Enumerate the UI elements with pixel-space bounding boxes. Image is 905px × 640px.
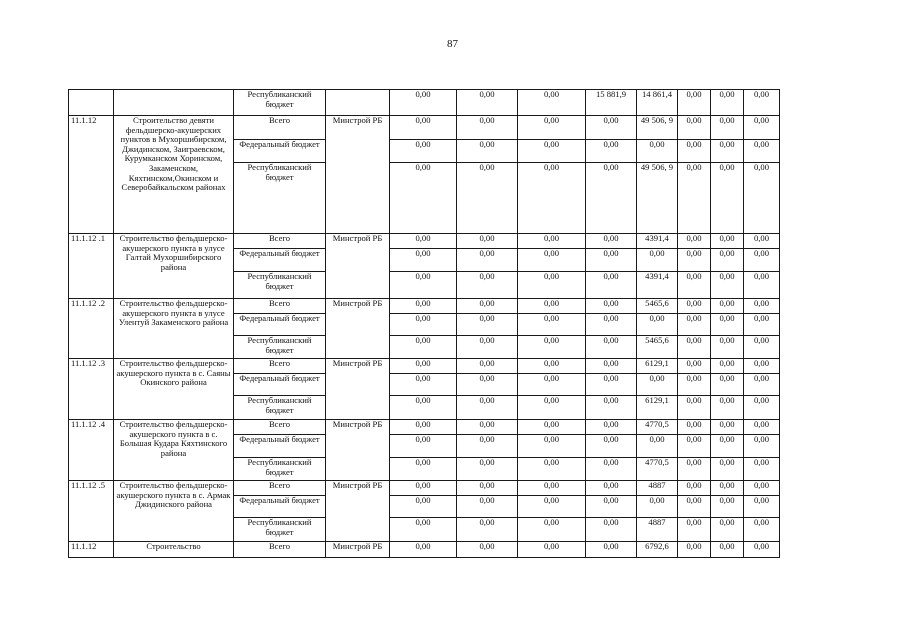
- item-code-cell: 11.1.12 .5: [69, 481, 114, 542]
- amount-cell: 0,00: [586, 116, 637, 140]
- funding-source-cell: Республиканский бюджет: [234, 90, 326, 116]
- item-code-cell: 11.1.12 .4: [69, 420, 114, 481]
- amount-cell: 0,00: [744, 314, 780, 336]
- amount-cell: 0,00: [518, 234, 586, 249]
- amount-cell: 0,00: [678, 314, 711, 336]
- amount-cell: 0,00: [678, 90, 711, 116]
- amount-cell: 0,00: [518, 458, 586, 481]
- item-code-cell: [69, 90, 114, 116]
- amount-cell: 0,00: [518, 481, 586, 496]
- amount-cell: 0,00: [744, 496, 780, 518]
- amount-cell: 0,00: [457, 299, 518, 314]
- table-row: [69, 359, 780, 374]
- funding-source-cell: Республиканский бюджет: [234, 336, 326, 359]
- amount-cell: 0,00: [457, 140, 518, 163]
- amount-cell: 0,00: [711, 518, 744, 542]
- amount-cell: 0,00: [586, 518, 637, 542]
- amount-cell: 0,00: [390, 299, 457, 314]
- amount-cell: 0,00: [518, 496, 586, 518]
- amount-cell: 0,00: [457, 359, 518, 374]
- amount-cell: 0,00: [390, 481, 457, 496]
- amount-cell: 0,00: [678, 299, 711, 314]
- amount-cell: 0,00: [711, 374, 744, 396]
- amount-cell: 0,00: [518, 299, 586, 314]
- amount-cell: 0,00: [390, 249, 457, 272]
- amount-cell: 4887: [637, 481, 678, 496]
- amount-cell: 0,00: [457, 336, 518, 359]
- amount-cell: 0,00: [390, 542, 457, 558]
- amount-cell: 0,00: [711, 116, 744, 140]
- amount-cell: 0,00: [678, 420, 711, 435]
- item-code-cell: 11.1.12 .1: [69, 234, 114, 299]
- amount-cell: 0,00: [457, 458, 518, 481]
- amount-cell: 0,00: [518, 336, 586, 359]
- amount-cell: 0,00: [586, 163, 637, 234]
- amount-cell: 0,00: [637, 140, 678, 163]
- amount-cell: 0,00: [744, 518, 780, 542]
- amount-cell: 0,00: [711, 435, 744, 458]
- amount-cell: 0,00: [637, 435, 678, 458]
- amount-cell: 0,00: [744, 336, 780, 359]
- amount-cell: 0,00: [711, 542, 744, 558]
- amount-cell: 0,00: [711, 458, 744, 481]
- amount-cell: 0,00: [744, 374, 780, 396]
- amount-cell: 0,00: [457, 496, 518, 518]
- amount-cell: 5465,6: [637, 299, 678, 314]
- amount-cell: 0,00: [586, 140, 637, 163]
- amount-cell: 0,00: [678, 234, 711, 249]
- amount-cell: 0,00: [711, 336, 744, 359]
- amount-cell: 0,00: [637, 374, 678, 396]
- amount-cell: 0,00: [457, 435, 518, 458]
- funding-source-cell: Федеральный бюджет: [234, 435, 326, 458]
- item-name-cell: Строительство фельдшерско-акушерского пункта в с. Большая Кудара Кяхтинского района: [114, 420, 234, 481]
- amount-cell: 0,00: [744, 481, 780, 496]
- amount-cell: 4391,4: [637, 272, 678, 299]
- item-code-cell: 11.1.12 .3: [69, 359, 114, 420]
- amount-cell: 6129,1: [637, 359, 678, 374]
- executor-cell: Минстрой РБ: [326, 234, 390, 299]
- amount-cell: 0,00: [390, 420, 457, 435]
- amount-cell: 0,00: [390, 336, 457, 359]
- amount-cell: 0,00: [518, 420, 586, 435]
- amount-cell: 0,00: [744, 458, 780, 481]
- item-code-cell: 11.1.12: [69, 116, 114, 234]
- table-body: [69, 90, 780, 558]
- amount-cell: 0,00: [390, 359, 457, 374]
- amount-cell: 0,00: [518, 314, 586, 336]
- amount-cell: 14 861,4: [637, 90, 678, 116]
- funding-source-cell: Всего: [234, 116, 326, 140]
- amount-cell: 0,00: [586, 272, 637, 299]
- amount-cell: 0,00: [518, 359, 586, 374]
- amount-cell: 0,00: [457, 116, 518, 140]
- amount-cell: 0,00: [586, 314, 637, 336]
- amount-cell: 0,00: [390, 496, 457, 518]
- amount-cell: 0,00: [711, 314, 744, 336]
- funding-source-cell: Всего: [234, 542, 326, 558]
- amount-cell: 0,00: [637, 496, 678, 518]
- amount-cell: 0,00: [457, 396, 518, 420]
- amount-cell: 0,00: [586, 458, 637, 481]
- amount-cell: 0,00: [678, 481, 711, 496]
- amount-cell: 0,00: [678, 116, 711, 140]
- amount-cell: 0,00: [744, 116, 780, 140]
- amount-cell: 0,00: [457, 374, 518, 396]
- amount-cell: 0,00: [678, 359, 711, 374]
- item-name-cell: Строительство фельдшерско-акушерского пункта в улусе Улентуй Закаменского района: [114, 299, 234, 359]
- amount-cell: 0,00: [678, 435, 711, 458]
- amount-cell: 0,00: [586, 496, 637, 518]
- amount-cell: 0,00: [457, 518, 518, 542]
- amount-cell: 0,00: [586, 481, 637, 496]
- amount-cell: 0,00: [711, 140, 744, 163]
- table-row: [69, 481, 780, 496]
- amount-cell: 0,00: [586, 299, 637, 314]
- funding-source-cell: Всего: [234, 359, 326, 374]
- amount-cell: 15 881,9: [586, 90, 637, 116]
- amount-cell: 0,00: [390, 374, 457, 396]
- amount-cell: 0,00: [744, 249, 780, 272]
- amount-cell: 0,00: [711, 420, 744, 435]
- table-row: [69, 90, 780, 116]
- funding-source-cell: Всего: [234, 234, 326, 249]
- amount-cell: 0,00: [518, 396, 586, 420]
- amount-cell: 0,00: [678, 374, 711, 396]
- executor-cell: Минстрой РБ: [326, 359, 390, 420]
- amount-cell: 0,00: [711, 163, 744, 234]
- amount-cell: 4770,5: [637, 458, 678, 481]
- amount-cell: 0,00: [518, 116, 586, 140]
- amount-cell: 0,00: [711, 396, 744, 420]
- executor-cell: Минстрой РБ: [326, 299, 390, 359]
- amount-cell: 0,00: [518, 249, 586, 272]
- amount-cell: 0,00: [457, 542, 518, 558]
- item-code-cell: 11.1.12 .2: [69, 299, 114, 359]
- item-name-cell: Строительство фельдшерско-акушерского пункта в улусе Галтай Мухоршибирского района: [114, 234, 234, 299]
- amount-cell: 0,00: [390, 396, 457, 420]
- amount-cell: 0,00: [390, 116, 457, 140]
- amount-cell: 0,00: [518, 272, 586, 299]
- amount-cell: 0,00: [744, 420, 780, 435]
- funding-source-cell: Федеральный бюджет: [234, 496, 326, 518]
- amount-cell: 0,00: [390, 234, 457, 249]
- amount-cell: 0,00: [586, 374, 637, 396]
- amount-cell: 0,00: [586, 359, 637, 374]
- executor-cell: [326, 90, 390, 116]
- table-row: [69, 234, 780, 249]
- amount-cell: 0,00: [457, 481, 518, 496]
- amount-cell: 6129,1: [637, 396, 678, 420]
- amount-cell: 0,00: [678, 140, 711, 163]
- amount-cell: 0,00: [711, 359, 744, 374]
- amount-cell: 5465,6: [637, 336, 678, 359]
- amount-cell: 0,00: [744, 359, 780, 374]
- funding-source-cell: Федеральный бюджет: [234, 374, 326, 396]
- amount-cell: 0,00: [711, 272, 744, 299]
- amount-cell: 4887: [637, 518, 678, 542]
- amount-cell: 0,00: [390, 518, 457, 542]
- table-row: [69, 420, 780, 435]
- amount-cell: 0,00: [678, 518, 711, 542]
- amount-cell: 0,00: [678, 542, 711, 558]
- amount-cell: 0,00: [518, 163, 586, 234]
- amount-cell: 0,00: [390, 90, 457, 116]
- table-row: [69, 542, 780, 558]
- amount-cell: 0,00: [518, 374, 586, 396]
- amount-cell: 0,00: [711, 90, 744, 116]
- amount-cell: 0,00: [457, 420, 518, 435]
- amount-cell: 0,00: [678, 163, 711, 234]
- amount-cell: 0,00: [457, 90, 518, 116]
- item-name-cell: Строительство фельдшерско-акушерского пункта в с. Армак Джидинского района: [114, 481, 234, 542]
- amount-cell: 0,00: [390, 140, 457, 163]
- amount-cell: 0,00: [744, 234, 780, 249]
- funding-source-cell: Республиканский бюджет: [234, 396, 326, 420]
- amount-cell: 0,00: [744, 272, 780, 299]
- amount-cell: 0,00: [586, 420, 637, 435]
- executor-cell: Минстрой РБ: [326, 420, 390, 481]
- amount-cell: 0,00: [518, 518, 586, 542]
- funding-source-cell: Федеральный бюджет: [234, 140, 326, 163]
- amount-cell: 4391,4: [637, 234, 678, 249]
- amount-cell: 49 506, 9: [637, 116, 678, 140]
- amount-cell: 0,00: [390, 435, 457, 458]
- amount-cell: 0,00: [518, 140, 586, 163]
- amount-cell: 0,00: [711, 481, 744, 496]
- funding-source-cell: Республиканский бюджет: [234, 518, 326, 542]
- amount-cell: 0,00: [744, 542, 780, 558]
- amount-cell: 0,00: [518, 90, 586, 116]
- amount-cell: 0,00: [711, 299, 744, 314]
- amount-cell: 0,00: [518, 542, 586, 558]
- amount-cell: 0,00: [457, 234, 518, 249]
- item-name-cell: Строительство девяти фельдшерско-акушерских пунктов в Мухоршибирском, Джидинском, Заиграевском, Курумканском Хоринском, Закаменском, Кяхтинском,Окинском и Северобайкальском районах: [114, 116, 234, 234]
- funding-source-cell: Федеральный бюджет: [234, 249, 326, 272]
- amount-cell: 0,00: [586, 336, 637, 359]
- amount-cell: 0,00: [744, 163, 780, 234]
- amount-cell: 0,00: [678, 249, 711, 272]
- item-name-cell: [114, 90, 234, 116]
- amount-cell: 0,00: [586, 234, 637, 249]
- amount-cell: 0,00: [457, 163, 518, 234]
- amount-cell: 0,00: [744, 90, 780, 116]
- executor-cell: Минстрой РБ: [326, 116, 390, 234]
- funding-source-cell: Республиканский бюджет: [234, 458, 326, 481]
- item-code-cell: 11.1.12: [69, 542, 114, 558]
- amount-cell: 0,00: [711, 234, 744, 249]
- funding-source-cell: Республиканский бюджет: [234, 163, 326, 234]
- funding-source-cell: Республиканский бюджет: [234, 272, 326, 299]
- amount-cell: 0,00: [457, 314, 518, 336]
- amount-cell: 0,00: [637, 314, 678, 336]
- page-number: 87: [447, 38, 458, 50]
- funding-source-cell: Всего: [234, 481, 326, 496]
- funding-source-cell: Всего: [234, 299, 326, 314]
- funding-source-cell: Федеральный бюджет: [234, 314, 326, 336]
- amount-cell: 6792,6: [637, 542, 678, 558]
- executor-cell: Минстрой РБ: [326, 542, 390, 558]
- amount-cell: 0,00: [390, 163, 457, 234]
- amount-cell: 0,00: [586, 396, 637, 420]
- amount-cell: 0,00: [390, 272, 457, 299]
- amount-cell: 0,00: [711, 249, 744, 272]
- amount-cell: 0,00: [744, 140, 780, 163]
- table-row: [69, 116, 780, 140]
- amount-cell: 49 506, 9: [637, 163, 678, 234]
- amount-cell: 0,00: [678, 396, 711, 420]
- amount-cell: 0,00: [586, 249, 637, 272]
- amount-cell: 0,00: [744, 299, 780, 314]
- amount-cell: 0,00: [586, 542, 637, 558]
- amount-cell: 0,00: [586, 435, 637, 458]
- amount-cell: 0,00: [678, 336, 711, 359]
- amount-cell: 0,00: [637, 249, 678, 272]
- amount-cell: 0,00: [457, 249, 518, 272]
- budget-table: [68, 89, 780, 558]
- amount-cell: 0,00: [678, 272, 711, 299]
- amount-cell: 0,00: [518, 435, 586, 458]
- item-name-cell: Строительство фельдшерско-акушерского пункта в с. Саяны Окинского района: [114, 359, 234, 420]
- amount-cell: 0,00: [711, 496, 744, 518]
- amount-cell: 0,00: [390, 314, 457, 336]
- executor-cell: Минстрой РБ: [326, 481, 390, 542]
- amount-cell: 0,00: [678, 496, 711, 518]
- amount-cell: 0,00: [744, 396, 780, 420]
- amount-cell: 4770,5: [637, 420, 678, 435]
- amount-cell: 0,00: [457, 272, 518, 299]
- amount-cell: 0,00: [744, 435, 780, 458]
- table-row: [69, 299, 780, 314]
- amount-cell: 0,00: [390, 458, 457, 481]
- amount-cell: 0,00: [678, 458, 711, 481]
- item-name-cell: Строительство: [114, 542, 234, 558]
- funding-source-cell: Всего: [234, 420, 326, 435]
